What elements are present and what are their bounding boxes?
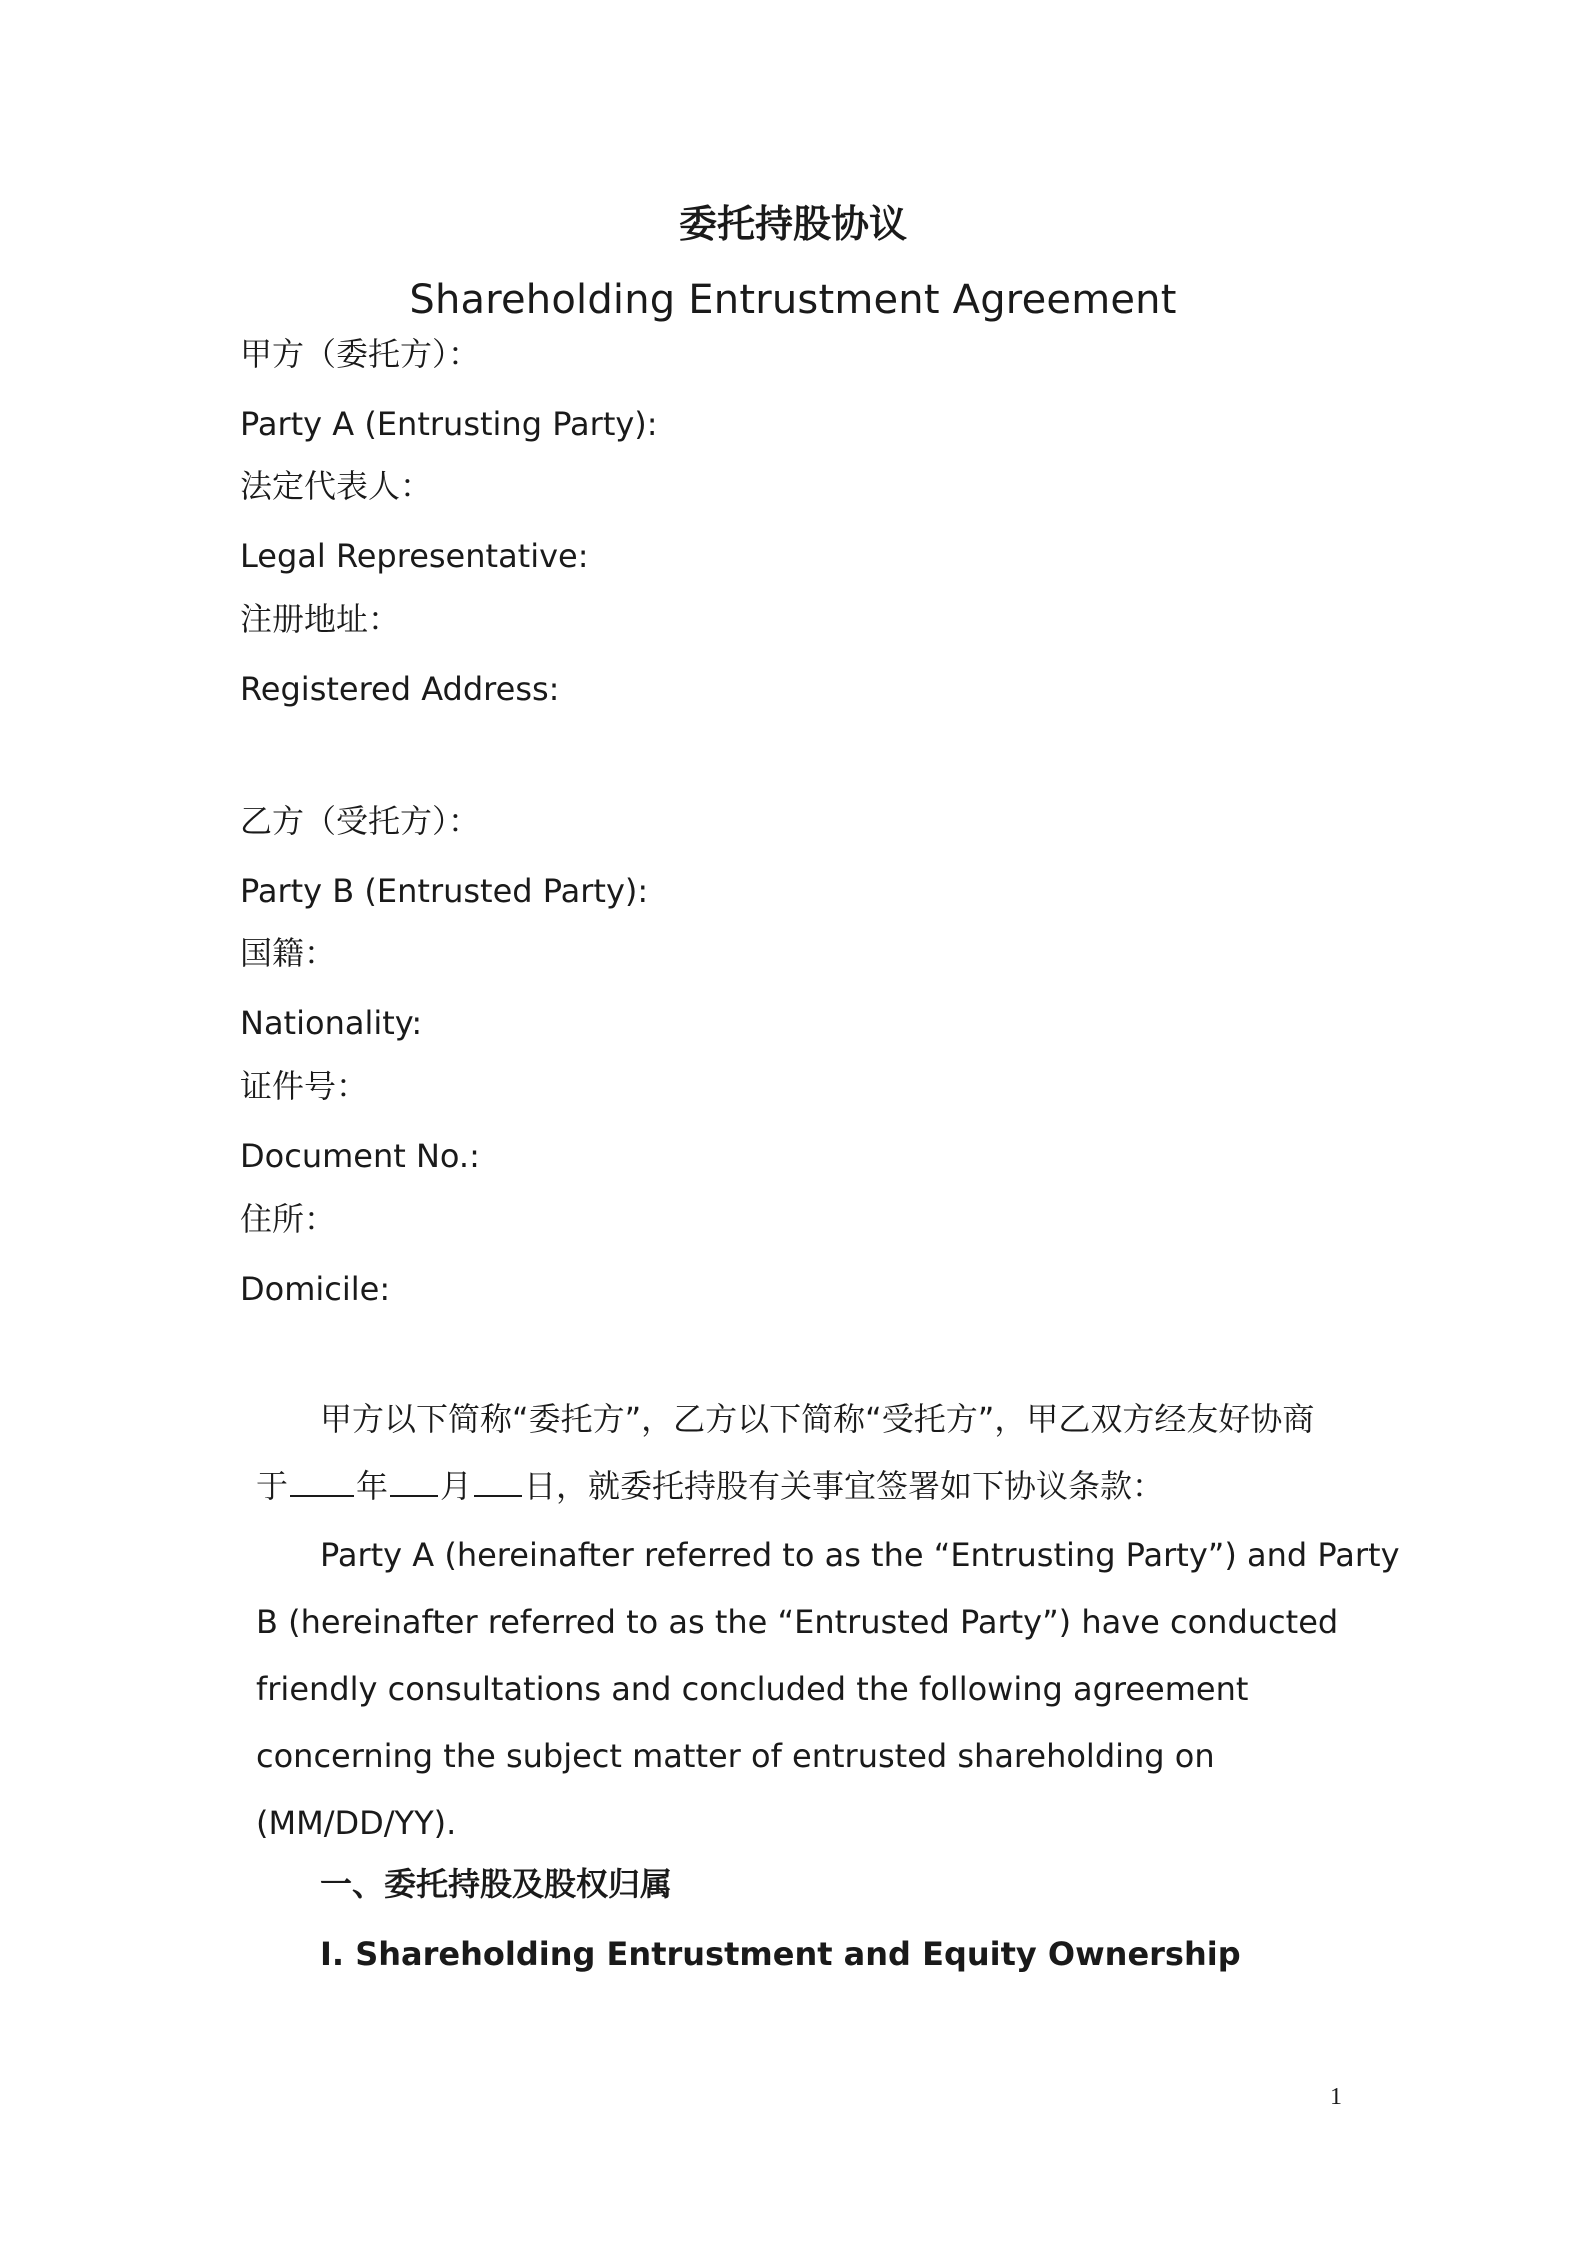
party-a-label-en: Party A (Entrusting Party):	[240, 405, 658, 443]
intro-en-line-2: B (hereinafter referred to as the “Entrusted Party”) have conducted	[256, 1603, 1339, 1641]
day-blank	[474, 1465, 522, 1497]
party-b-label-cn: 乙方（受托方）：	[240, 802, 481, 840]
nationality-label-en: Nationality:	[240, 1004, 423, 1042]
intro-cn-line-2	[256, 1464, 1164, 1508]
legal-representative-label-cn: 法定代表人：	[240, 467, 433, 505]
intro-en-line-4: concerning the subject matter of entrusted shareholding on	[256, 1737, 1215, 1775]
section-1-heading-cn: 一、委托持股及股权归属	[320, 1865, 673, 1903]
document-title-en: Shareholding Entrustment Agreement	[409, 277, 1177, 323]
document-number-label-cn: 证件号：	[240, 1067, 369, 1105]
nationality-label-cn: 国籍：	[240, 934, 337, 972]
document-number-label-en: Document No.:	[240, 1137, 480, 1175]
document-title-cn: 委托持股协议	[678, 202, 907, 246]
intro-cn-day: 日，就委托持股有关事宜签署如下协议条款：	[524, 1467, 1165, 1505]
party-b-label-en: Party B (Entrusted Party):	[240, 872, 649, 910]
domicile-label-en: Domicile:	[240, 1270, 391, 1308]
year-blank	[290, 1465, 354, 1497]
registered-address-label-cn: 注册地址：	[240, 600, 401, 638]
intro-cn-line-1: 甲方以下简称“委托方”，乙方以下简称“受托方”，甲乙双方经友好协商	[320, 1400, 1315, 1438]
page-number: 1	[1330, 2084, 1342, 2110]
intro-en-line-5: (MM/DD/YY).	[256, 1804, 457, 1842]
intro-en-line-1: Party A (hereinafter referred to as the “Entrusting Party”) and Party	[320, 1536, 1400, 1574]
section-1-heading-en: I. Shareholding Entrustment and Equity Ownership	[320, 1935, 1241, 1973]
legal-representative-label-en: Legal Representative:	[240, 537, 589, 575]
intro-en-line-3: friendly consultations and concluded the following agreement	[256, 1670, 1249, 1708]
intro-cn-month: 月	[440, 1467, 473, 1505]
registered-address-label-en: Registered Address:	[240, 670, 560, 708]
domicile-label-cn: 住所：	[240, 1200, 337, 1238]
intro-cn-year: 年	[356, 1467, 389, 1505]
month-blank	[390, 1465, 438, 1497]
intro-cn-date-prefix: 于	[256, 1467, 289, 1505]
party-a-label-cn: 甲方（委托方）：	[240, 335, 481, 373]
